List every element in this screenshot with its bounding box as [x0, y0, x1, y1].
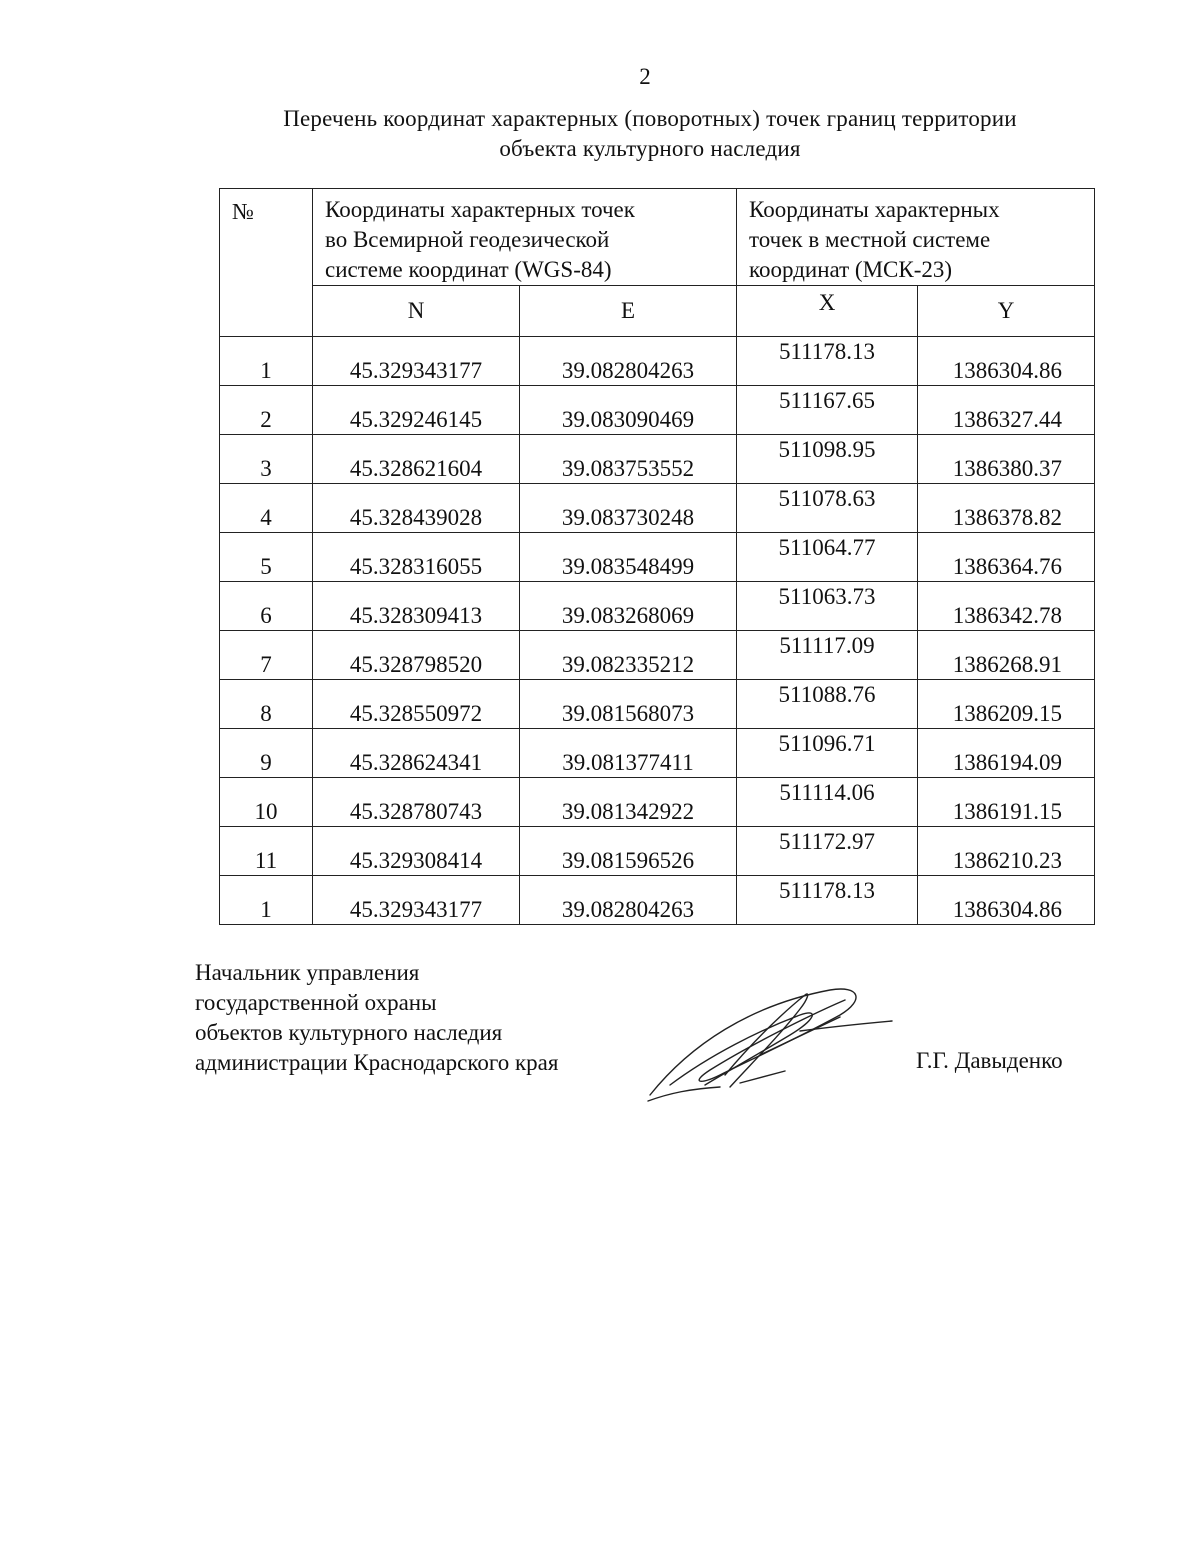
cell-latitude-n: 45.328316055 — [313, 533, 520, 582]
cell-point-number: 8 — [220, 680, 313, 729]
table-row — [220, 337, 1095, 386]
document-title-line: Перечень координат характерных (поворотных) точек границ территории — [283, 106, 1017, 131]
cell-y: 1386194.09 — [918, 729, 1095, 778]
cell-longitude-e: 39.083090469 — [520, 386, 737, 435]
cell-y: 1386268.91 — [918, 631, 1095, 680]
cell-x: 511096.71 — [737, 729, 918, 778]
document-title — [160, 104, 1140, 164]
cell-y: 1386304.86 — [918, 876, 1095, 925]
cell-y: 1386364.76 — [918, 533, 1095, 582]
header-msk23-group — [737, 189, 1095, 286]
header-wgs84-group — [313, 189, 737, 286]
header-number: № — [220, 189, 313, 337]
document-title-line: объекта культурного наследия — [499, 136, 801, 161]
cell-y: 1386342.78 — [918, 582, 1095, 631]
coordinates-table — [219, 188, 1095, 925]
header-msk23-line: Координаты характерных — [749, 197, 1000, 222]
cell-y: 1386209.15 — [918, 680, 1095, 729]
header-e: E — [520, 286, 737, 337]
cell-latitude-n: 45.329246145 — [313, 386, 520, 435]
cell-latitude-n: 45.328550972 — [313, 680, 520, 729]
table-row — [220, 631, 1095, 680]
cell-x: 511178.13 — [737, 337, 918, 386]
table-row — [220, 827, 1095, 876]
cell-latitude-n: 45.328439028 — [313, 484, 520, 533]
signer-name: Г.Г. Давыденко — [916, 1048, 1063, 1073]
cell-latitude-n: 45.329343177 — [313, 337, 520, 386]
cell-point-number: 9 — [220, 729, 313, 778]
cell-longitude-e: 39.081568073 — [520, 680, 737, 729]
cell-point-number: 2 — [220, 386, 313, 435]
cell-longitude-e: 39.082804263 — [520, 876, 737, 925]
table-row — [220, 778, 1095, 827]
cell-longitude-e: 39.081377411 — [520, 729, 737, 778]
cell-y: 1386191.15 — [918, 778, 1095, 827]
cell-point-number: 5 — [220, 533, 313, 582]
cell-point-number: 4 — [220, 484, 313, 533]
table-row — [220, 729, 1095, 778]
cell-point-number: 10 — [220, 778, 313, 827]
cell-longitude-e: 39.081596526 — [520, 827, 737, 876]
cell-y: 1386327.44 — [918, 386, 1095, 435]
cell-x: 511098.95 — [737, 435, 918, 484]
table-row — [220, 680, 1095, 729]
table-body — [220, 337, 1095, 925]
table-row — [220, 582, 1095, 631]
cell-x: 511063.73 — [737, 582, 918, 631]
cell-x: 511167.65 — [737, 386, 918, 435]
cell-point-number: 1 — [220, 876, 313, 925]
cell-longitude-e: 39.083730248 — [520, 484, 737, 533]
cell-y: 1386304.86 — [918, 337, 1095, 386]
cell-x: 511172.97 — [737, 827, 918, 876]
signatory-position-line: объектов культурного наследия — [195, 1020, 503, 1045]
signatory-position-line: администрации Краснодарского края — [195, 1050, 559, 1075]
handwritten-signature — [630, 975, 900, 1115]
cell-longitude-e: 39.081342922 — [520, 778, 737, 827]
cell-longitude-e: 39.082335212 — [520, 631, 737, 680]
signatory-position-line: Начальник управления — [195, 960, 420, 985]
table-row — [220, 533, 1095, 582]
header-msk23-line: координат (МСК-23) — [749, 257, 953, 282]
cell-x: 511114.06 — [737, 778, 918, 827]
signatory-position-line: государственной охраны — [195, 990, 437, 1015]
table-row — [220, 435, 1095, 484]
cell-y: 1386210.23 — [918, 827, 1095, 876]
cell-latitude-n: 45.328621604 — [313, 435, 520, 484]
cell-latitude-n: 45.328798520 — [313, 631, 520, 680]
cell-latitude-n: 45.329343177 — [313, 876, 520, 925]
header-x: X — [737, 286, 918, 337]
cell-y: 1386380.37 — [918, 435, 1095, 484]
cell-x: 511088.76 — [737, 680, 918, 729]
cell-y: 1386378.82 — [918, 484, 1095, 533]
cell-latitude-n: 45.329308414 — [313, 827, 520, 876]
header-wgs84-line: системе координат (WGS-84) — [325, 257, 612, 282]
cell-latitude-n: 45.328309413 — [313, 582, 520, 631]
cell-x: 511078.63 — [737, 484, 918, 533]
table-row — [220, 386, 1095, 435]
header-wgs84-line: Координаты характерных точек — [325, 197, 635, 222]
cell-longitude-e: 39.082804263 — [520, 337, 737, 386]
header-n: N — [313, 286, 520, 337]
cell-longitude-e: 39.083548499 — [520, 533, 737, 582]
cell-point-number: 6 — [220, 582, 313, 631]
cell-x: 511064.77 — [737, 533, 918, 582]
table-row — [220, 876, 1095, 925]
header-msk23-line: точек в местной системе — [749, 227, 991, 252]
cell-x: 511117.09 — [737, 631, 918, 680]
cell-x: 511178.13 — [737, 876, 918, 925]
cell-longitude-e: 39.083268069 — [520, 582, 737, 631]
cell-point-number: 11 — [220, 827, 313, 876]
cell-point-number: 3 — [220, 435, 313, 484]
cell-latitude-n: 45.328624341 — [313, 729, 520, 778]
table-row — [220, 484, 1095, 533]
cell-point-number: 7 — [220, 631, 313, 680]
signatory-position — [195, 958, 558, 1078]
page-number: 2 — [639, 64, 651, 89]
header-y: Y — [918, 286, 1095, 337]
cell-longitude-e: 39.083753552 — [520, 435, 737, 484]
cell-point-number: 1 — [220, 337, 313, 386]
header-wgs84-line: во Всемирной геодезической — [325, 227, 610, 252]
cell-latitude-n: 45.328780743 — [313, 778, 520, 827]
